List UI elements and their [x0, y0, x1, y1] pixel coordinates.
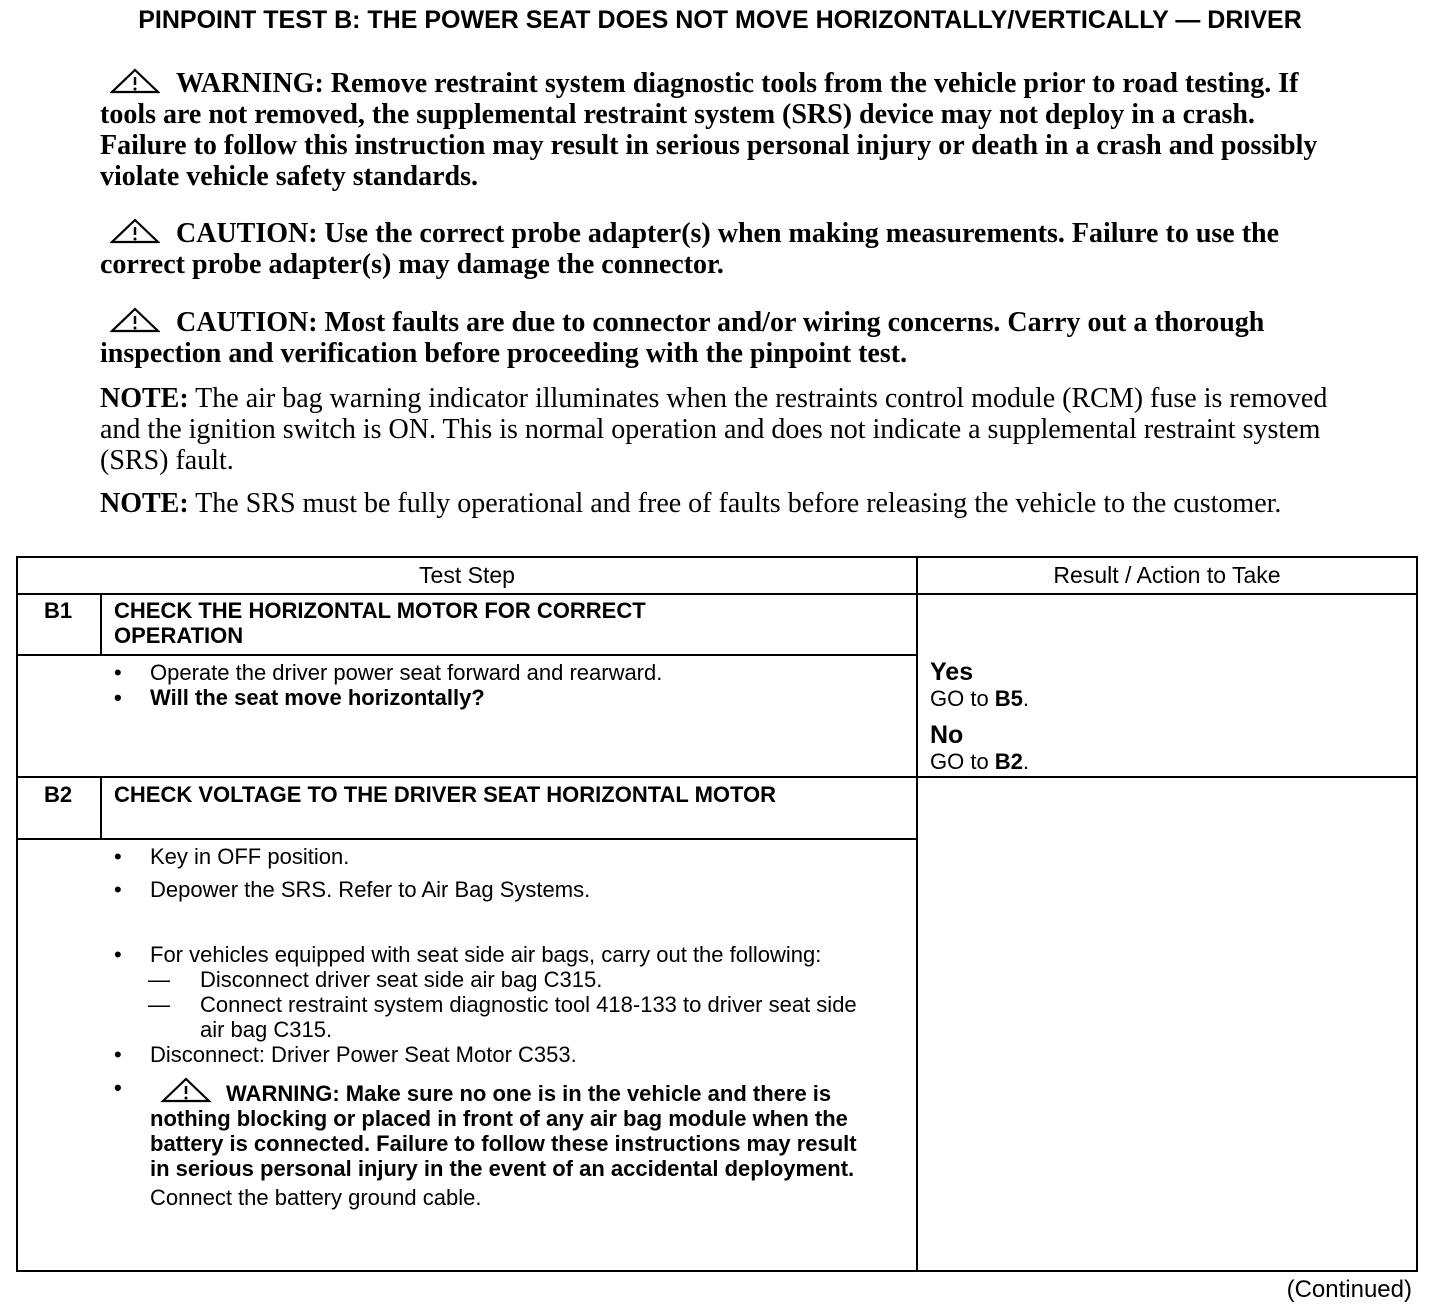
- result-no: No: [930, 721, 964, 749]
- sub-list-item: — Connect restraint system diagnostic tool 418-133 to driver seat side air bag C315.: [108, 992, 868, 1042]
- warning-triangle-icon: [110, 68, 160, 101]
- note-airbag-indicator: [100, 383, 1330, 476]
- caution-text: CAUTION: Most faults are due to connector and/or wiring concerns. Carry out a thorough inspection and verification before proceeding with the pinpoint test.: [100, 307, 1265, 369]
- list-item: • Disconnect: Driver Power Seat Motor C353.: [108, 1042, 868, 1067]
- warning-notice: [100, 66, 1330, 192]
- note-text: The air bag warning indicator illuminates when the restraints control module (RCM) fuse is removed and the ignition switch is ON. This is normal operation and does not indicate a supplemental restraint system (SRS) fault.: [100, 383, 1328, 476]
- caution-notice-probe: [100, 216, 1330, 280]
- step-b1-results: [930, 658, 1390, 774]
- step-b1-items: [108, 660, 868, 710]
- sub-list-item: — Disconnect driver seat side air bag C315.: [108, 967, 868, 992]
- step-title-b1: CHECK THE HORIZONTAL MOTOR FOR CORRECT OPERATION: [114, 598, 646, 648]
- header-test-step: Test Step: [419, 562, 515, 588]
- caution-text: CAUTION: Use the correct probe adapter(s) when making measurements. Failure to use the correct probe adapter(s) may damage the connector.: [100, 218, 1280, 280]
- note-srs-operational: [100, 488, 1330, 519]
- result-yes-action: GO to B5.: [930, 686, 1030, 711]
- step-title-b2: CHECK VOLTAGE TO THE DRIVER SEAT HORIZONTAL MOTOR: [114, 782, 777, 807]
- list-item: • Depower the SRS. Refer to Air Bag Systems.: [108, 877, 868, 902]
- caution-notice-wiring: [100, 305, 1330, 369]
- list-item: • Key in OFF position.: [108, 844, 868, 869]
- result-yes: Yes: [930, 658, 974, 686]
- list-item: • For vehicles equipped with seat side air bags, carry out the following:: [108, 942, 868, 967]
- continued-label: (Continued): [1286, 1276, 1412, 1303]
- warning-triangle-icon: [160, 1077, 212, 1108]
- header-result-action: Result / Action to Take: [1053, 562, 1281, 588]
- note-label: NOTE:: [100, 488, 189, 519]
- list-item-warning: [108, 1075, 868, 1181]
- step-b2-items: [108, 844, 868, 1210]
- list-item: • Will the seat move horizontally?: [108, 685, 868, 710]
- page-title: PINPOINT TEST B: THE POWER SEAT DOES NOT MOVE HORIZONTALLY/VERTICALLY — DRIVER: [138, 6, 1302, 34]
- list-item-continuation: Connect the battery ground cable.: [150, 1185, 482, 1210]
- list-item: • Operate the driver power seat forward and rearward.: [108, 660, 868, 685]
- warning-triangle-icon: [110, 218, 160, 251]
- note-text: The SRS must be fully operational and free of faults before releasing the vehicle to the customer.: [188, 488, 1282, 519]
- result-no-action: GO to B2.: [930, 749, 1030, 774]
- warning-triangle-icon: [110, 307, 160, 340]
- note-label: NOTE:: [100, 383, 189, 414]
- step-id-b2: B2: [43, 782, 73, 807]
- procedure-table: [16, 556, 1418, 1272]
- step-id-b1: B1: [43, 598, 73, 623]
- warning-text: WARNING: Remove restraint system diagnostic tools from the vehicle prior to road testing. If tools are not removed, the supplemental restraint system (SRS) device may not deploy in a crash. Failure to follow this instruction may result in serious personal injury or death in a crash and possibly violate vehicle safety standards.: [100, 68, 1318, 192]
- embedded-warning-text: WARNING: Make sure no one is in the vehicle and there is nothing blocking or placed in front of any air bag module when the battery is connected. Failure to follow these instructions may result in serious personal injury in the event of an accidental deployment.: [150, 1081, 857, 1181]
